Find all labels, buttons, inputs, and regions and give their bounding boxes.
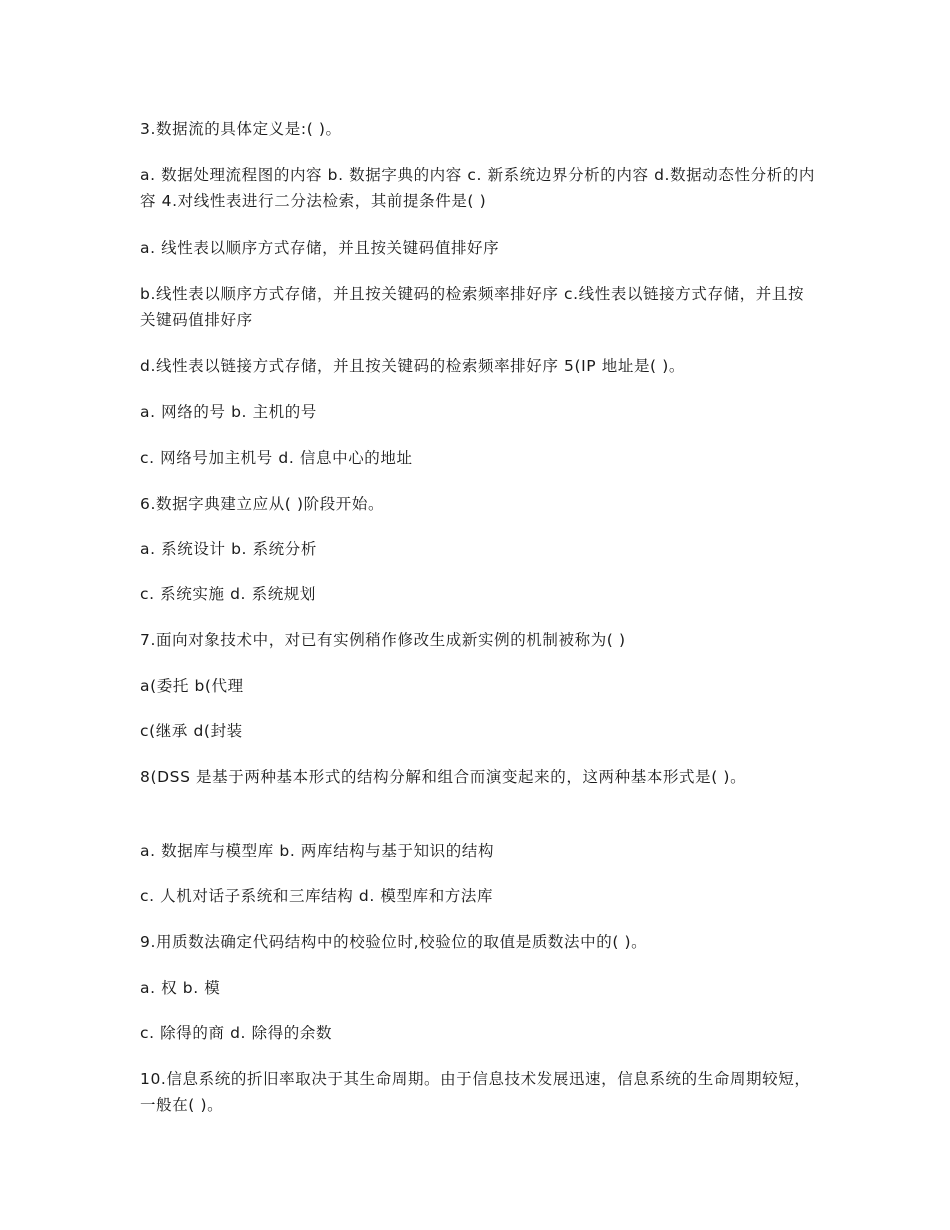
question-8-options-a-b: a. 数据库与模型库 b. 两库结构与基于知识的结构 <box>140 842 495 860</box>
question-8-options-c-d: c. 人机对话子系统和三库结构 d. 模型库和方法库 <box>140 887 494 905</box>
question-9-options-a-b: a. 权 b. 模 <box>140 979 221 997</box>
question-5-options-c-d: c. 网络号加主机号 d. 信息中心的地址 <box>140 449 413 467</box>
question-4-options-b-c: b.线性表以顺序方式存储，并且按关键码的检索频率排好序 c.线性表以链接方式存储，并且按关键码值排好序 <box>140 285 805 329</box>
question-7-stem: 7.面向对象技术中，对已有实例稍作修改生成新实例的机制被称为( ) <box>140 631 626 649</box>
question-5-options-a-b: a. 网络的号 b. 主机的号 <box>140 403 317 421</box>
question-6-options-a-b: a. 系统设计 b. 系统分析 <box>140 540 317 558</box>
question-9-options-c-d: c. 除得的商 d. 除得的余数 <box>140 1024 333 1042</box>
question-7-options-c-d: c(继承 d(封装 <box>140 722 243 740</box>
question-6-stem: 6.数据字典建立应从( )阶段开始。 <box>140 495 385 513</box>
question-3-stem: 3.数据流的具体定义是:( )。 <box>140 120 342 138</box>
question-4-option-d-and-question-5-stem: d.线性表以链接方式存储，并且按关键码的检索频率排好序 5(IP 地址是( )。 <box>140 357 685 375</box>
question-6-options-c-d: c. 系统实施 d. 系统规划 <box>140 585 316 603</box>
question-9-stem: 9.用质数法确定代码结构中的校验位时,校验位的取值是质数法中的( )。 <box>140 933 648 951</box>
question-3-options-and-question-4-stem: a. 数据处理流程图的内容 b. 数据字典的内容 c. 新系统边界分析的内容 d.数据动态性分析的内容 4.对线性表进行二分法检索，其前提条件是( ) <box>140 166 815 210</box>
question-8-stem: 8(DSS 是基于两种基本形式的结构分解和组合而演变起来的，这两种基本形式是( )。 <box>140 768 747 786</box>
question-7-options-a-b: a(委托 b(代理 <box>140 677 244 695</box>
question-10-stem: 10.信息系统的折旧率取决于其生命周期。由于信息技术发展迅速，信息系统的生命周期较短，一般在( )。 <box>140 1070 811 1114</box>
question-4-option-a: a. 线性表以顺序方式存储，并且按关键码值排好序 <box>140 239 500 257</box>
